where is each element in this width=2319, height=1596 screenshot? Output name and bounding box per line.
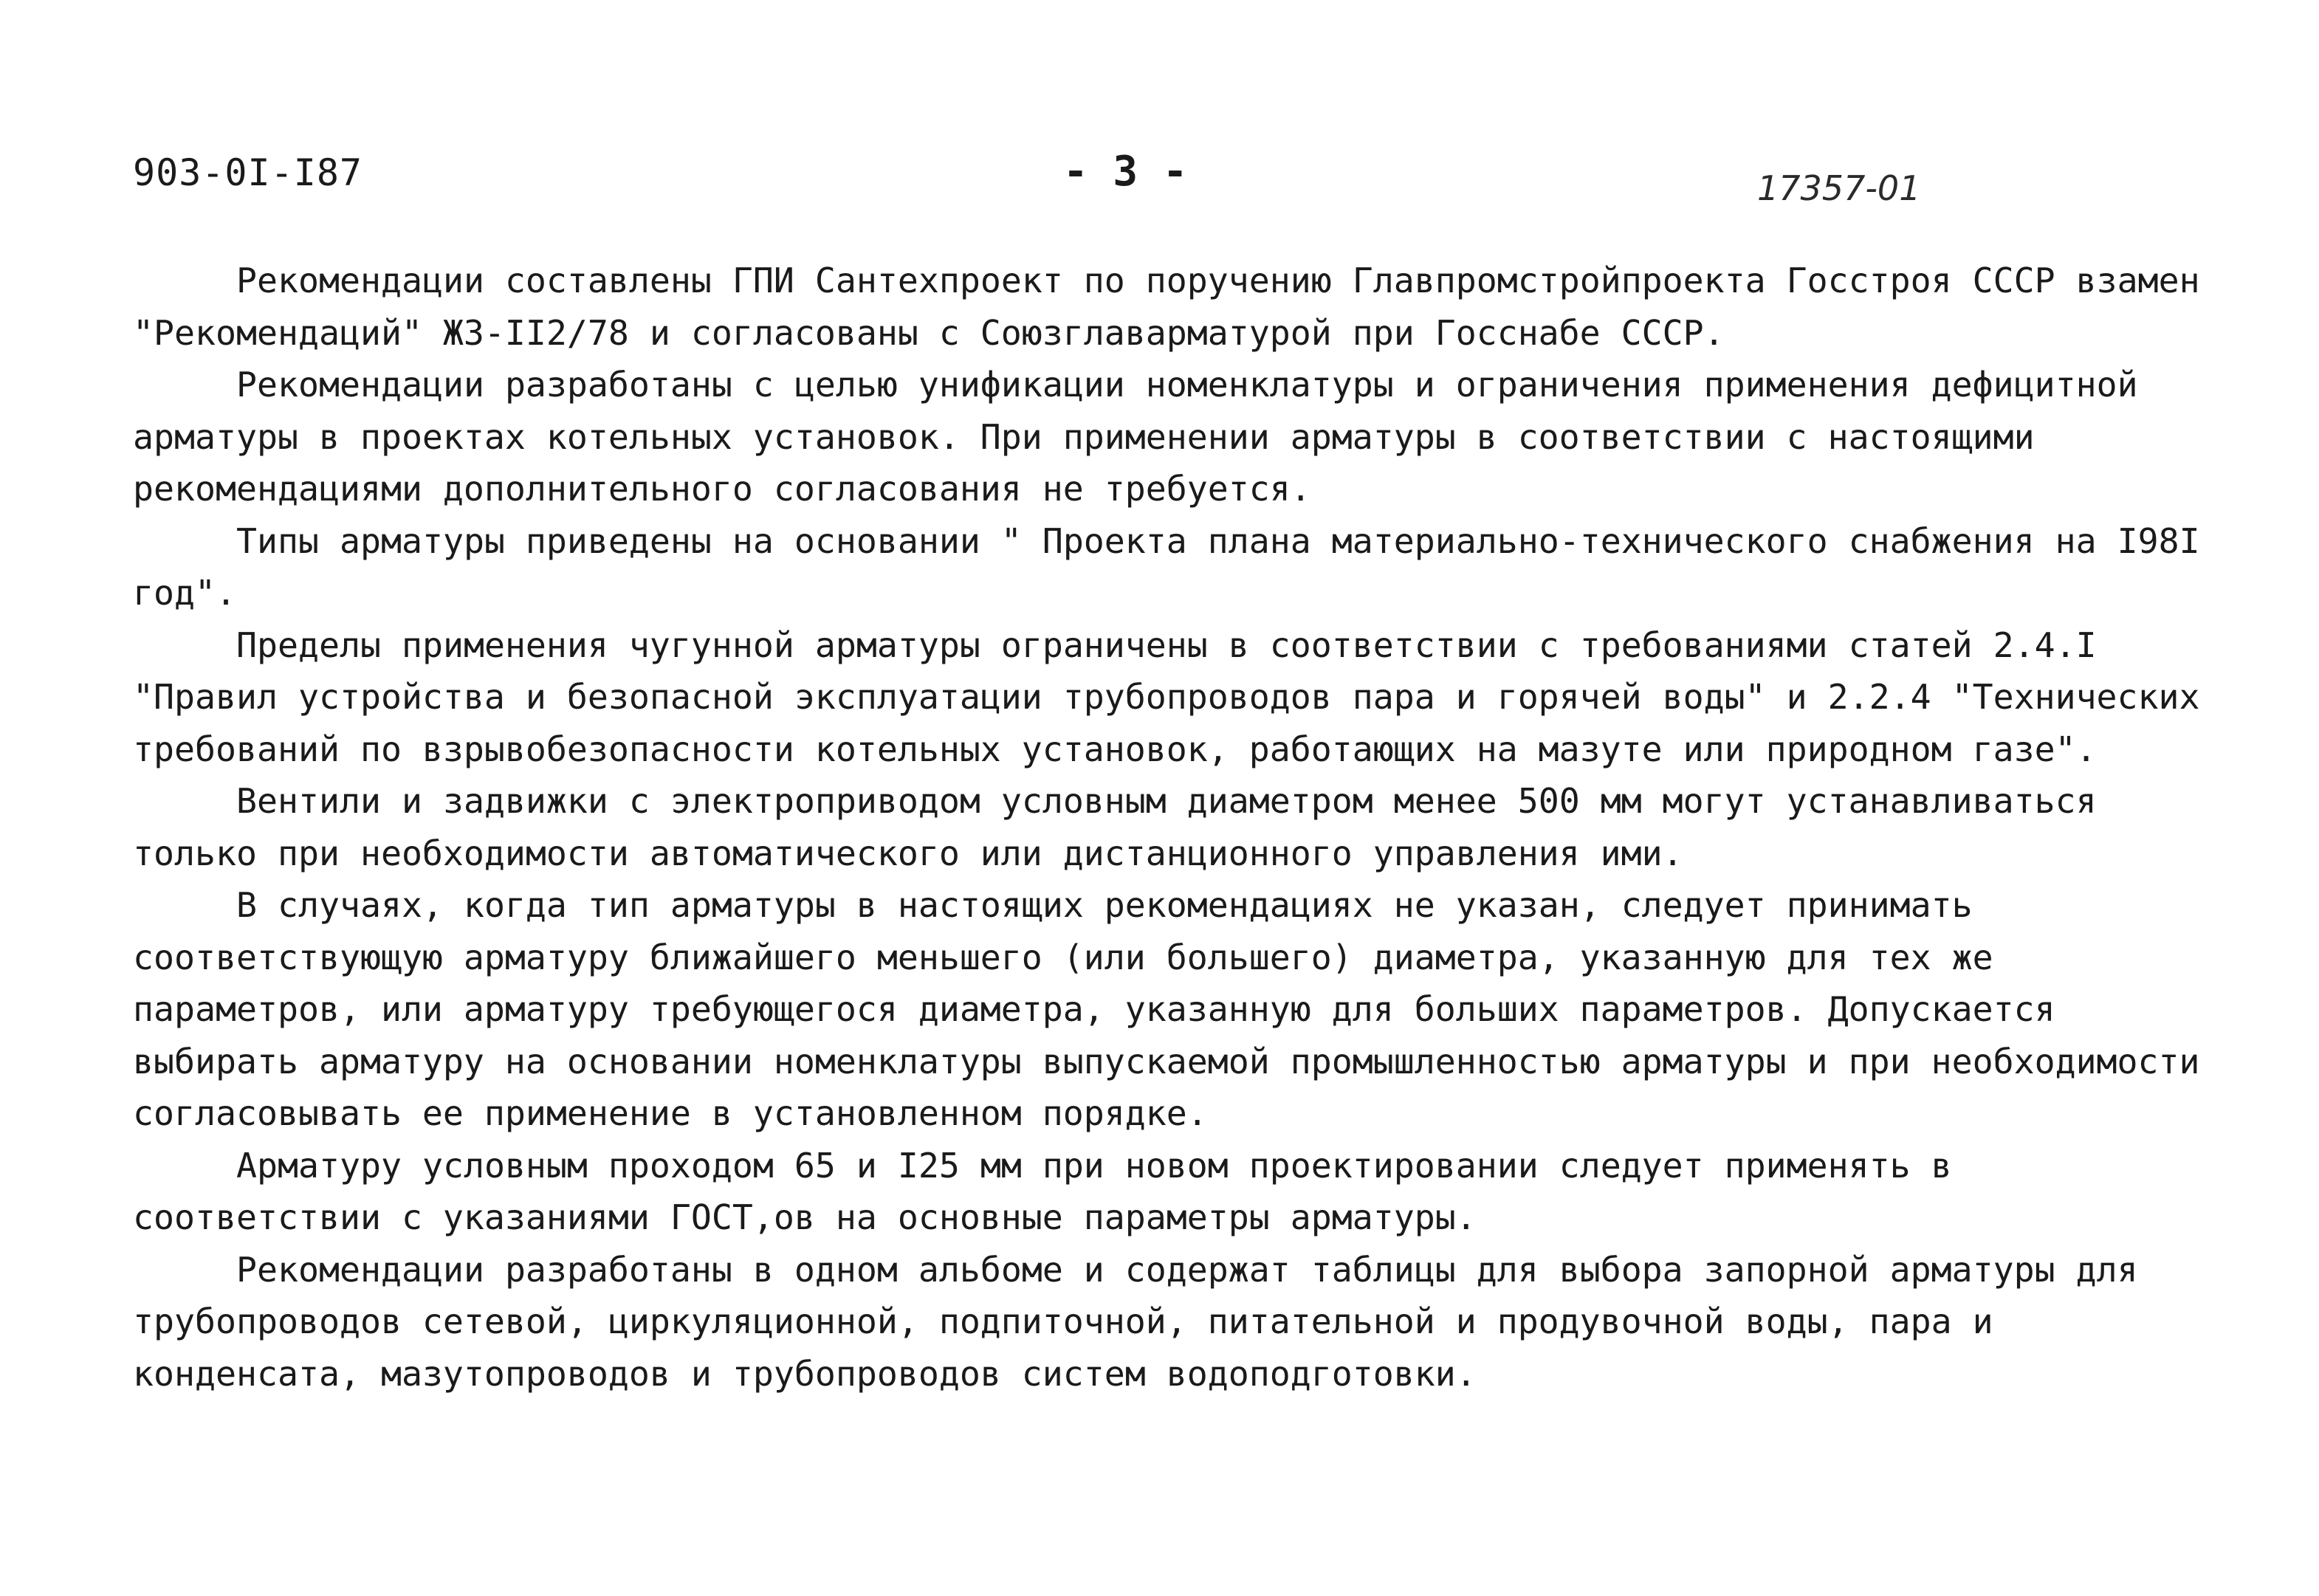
paragraph: Рекомендации разработаны с целью унификации номенклатуры и ограничения применения дефицитной арматуры в проектах котельных установок. При применении арматуры в соответствии с настоящими рекомендациями дополнительного согласования не требуется. <box>133 365 2138 509</box>
document-body <box>133 255 2200 1400</box>
paragraph: Рекомендации разработаны в одном альбоме и содержат таблицы для выбора запорной арматуры для трубопроводов сетевой, циркуляционной, подпиточной, питательной и продувочной воды, пара и конденсата, мазутопроводов и трубопроводов систем водоподготовки. <box>133 1249 2138 1394</box>
paragraph: В случаях, когда тип арматуры в настоящих рекомендациях не указан, следует принимать соответствующую арматуру ближайшего меньшего (или большего) диаметра, указанную для тех же параметров, или арматуру требующегося диаметра, указанную для больших параметров. Допускается выбирать арматуру на основании номенклатуры выпускаемой промышленностью арматуры и при необходимости согласовывать ее применение в установленном порядке. <box>133 885 2200 1133</box>
document-code: 903-0I-I87 <box>133 151 363 194</box>
paragraph: Арматуру условным проходом 65 и I25 мм при новом проектировании следует применять в соответствии с указаниями ГОСТ,ов на основные параметры арматуры. <box>133 1145 1952 1237</box>
archive-number: 17357-01 <box>1757 168 1921 208</box>
paragraph: Вентили и задвижки с электроприводом условным диаметром менее 500 мм могут устанавливаться только при необходимости автоматического или дистанционного управления ими. <box>133 781 2097 873</box>
paragraph: Пределы применения чугунной арматуры ограничены в соответствии с требованиями статей 2.4.I "Правил устройства и безопасной эксплуатации трубопроводов пара и горячей воды" и 2.2.4 "Технических требований по взрывобезопасности котельных установок, работающих на мазуте или природном газе". <box>133 625 2200 769</box>
paragraph: Рекомендации составлены ГПИ Сантехпроект по поручению Главпромстройпроекта Госстроя СССР взамен "Рекомендаций" ЖЗ-II2/78 и согласованы с Союзглаварматурой при Госснабе СССР. <box>133 261 2200 353</box>
page-number: - 3 - <box>1063 148 1188 196</box>
paragraph: Типы арматуры приведены на основании " Проекта плана материально-технического снабжения на I98I год". <box>133 520 2200 613</box>
